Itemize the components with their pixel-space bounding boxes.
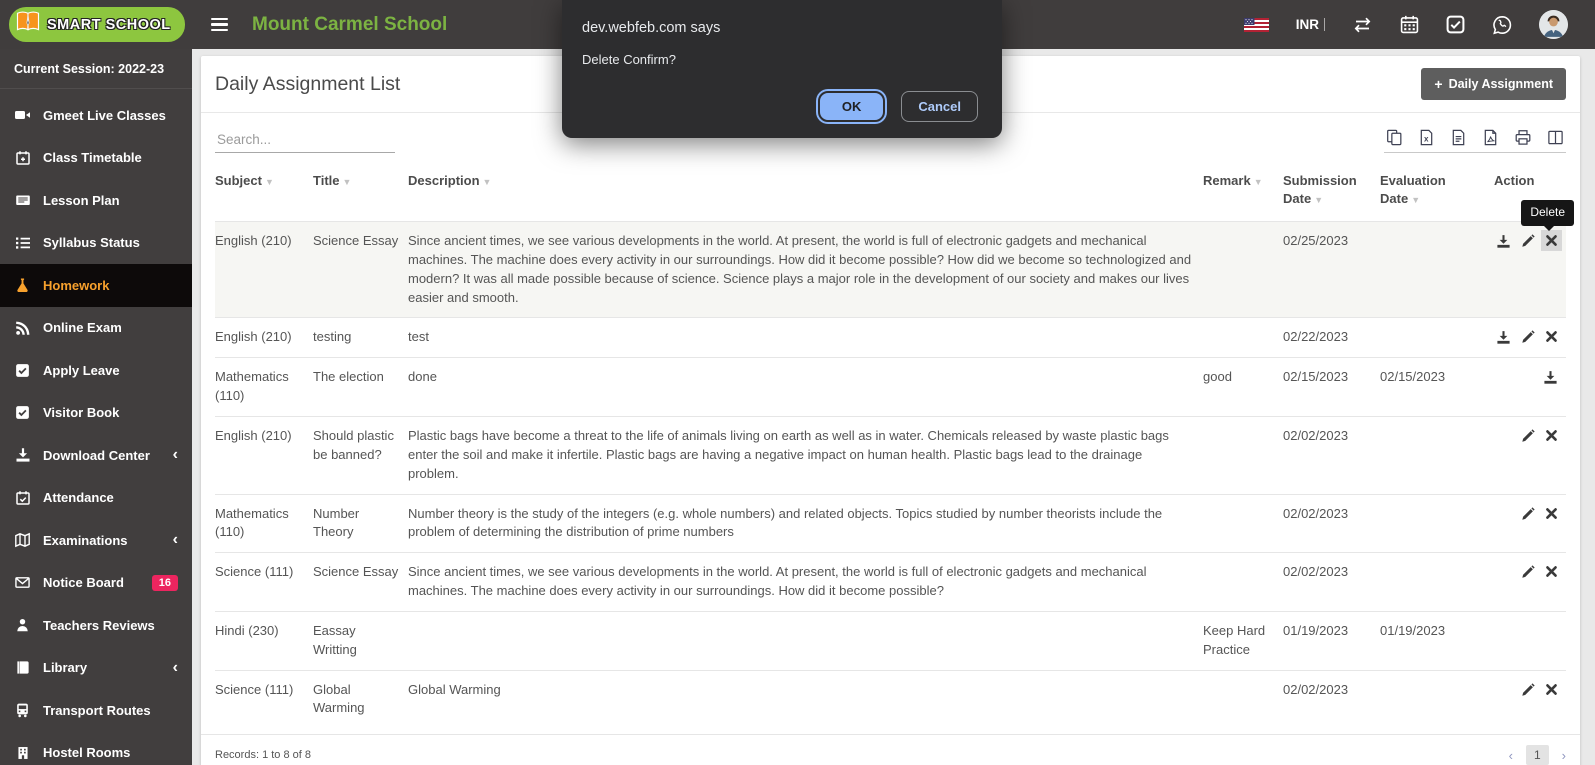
cell-evaluation-date: 01/19/2023: [1380, 622, 1446, 638]
card-footer: [201, 734, 1580, 765]
column-header-title[interactable]: Title ▼: [313, 173, 352, 188]
sort-arrow-icon: ▼: [342, 177, 352, 187]
logo-text: SMART SCHOOL: [47, 16, 171, 33]
calendar-check-icon: [14, 490, 31, 506]
row-actions: [1494, 427, 1558, 443]
cell-description: test: [408, 329, 429, 345]
cell-evaluation-date: [1380, 417, 1494, 495]
cell-evaluation-date: [1380, 318, 1494, 358]
cell-action: [1494, 417, 1566, 495]
cell-action: [1494, 553, 1566, 612]
notice-count-badge: 16: [152, 575, 178, 591]
cell-evaluation-date: [1380, 553, 1494, 612]
column-header-remark[interactable]: Remark ▼: [1203, 173, 1263, 188]
copy-icon[interactable]: [1386, 129, 1403, 146]
sidebar-item-notice-board[interactable]: [0, 562, 192, 605]
table-row: [215, 318, 1566, 358]
edit-action-icon[interactable]: [1521, 683, 1535, 697]
newspaper-icon: [14, 192, 31, 208]
topbar-right: [1244, 10, 1595, 39]
delete-action-icon[interactable]: [1545, 683, 1558, 696]
school-name-title: Mount Carmel School: [252, 13, 448, 35]
pdf-icon[interactable]: [1482, 129, 1499, 146]
sidebar-item-label: Library: [43, 660, 88, 676]
records-summary: Records: 1 to 8 of 8: [215, 749, 311, 762]
page-title: Daily Assignment List: [215, 72, 401, 95]
currency-selector[interactable]: [1296, 17, 1325, 32]
delete-tooltip: Delete: [1521, 200, 1574, 226]
row-actions: [1494, 622, 1558, 624]
assignments-table: [215, 166, 1566, 728]
whatsapp-icon[interactable]: [1492, 15, 1512, 35]
add-daily-assignment-button[interactable]: [1421, 68, 1566, 100]
exchange-icon[interactable]: [1352, 17, 1373, 33]
export-toolbar: [1384, 129, 1566, 153]
cell-remark: [1203, 222, 1283, 318]
row-actions: [1494, 204, 1565, 249]
cell-description: Global Warming: [408, 681, 501, 697]
chevron-left-icon: ‹: [172, 446, 178, 464]
dialog-buttons: [582, 91, 982, 122]
download-icon: [14, 447, 31, 463]
menu-toggle-icon[interactable]: [211, 18, 228, 32]
cell-action: [1494, 670, 1566, 728]
sidebar-item-label: Visitor Book: [43, 405, 120, 421]
delete-action-icon[interactable]: [1545, 507, 1558, 520]
sidebar-item-download-center[interactable]: [0, 434, 192, 477]
video-icon: [14, 107, 31, 123]
cell-remark: [1203, 494, 1283, 553]
cell-title: Global Warming: [313, 681, 365, 716]
prev-page-button[interactable]: ‹: [1508, 747, 1513, 763]
sidebar-item-label: Syllabus Status: [43, 235, 140, 251]
sidebar-item-examinations[interactable]: [0, 519, 192, 562]
column-header-description[interactable]: Description ▼: [408, 173, 492, 188]
csv-icon[interactable]: [1450, 129, 1467, 146]
edit-action-icon[interactable]: [1521, 429, 1535, 443]
cell-subject: Science (111): [215, 564, 294, 580]
sort-arrow-icon: ▼: [1314, 194, 1324, 205]
table-row: [215, 611, 1566, 670]
sidebar-item-homework[interactable]: [0, 264, 192, 307]
cell-remark: [1203, 417, 1283, 495]
cell-remark: [1203, 670, 1283, 728]
edit-action-icon[interactable]: [1521, 565, 1535, 579]
cell-subject: Hindi (230): [215, 622, 279, 638]
sidebar-item-attendance[interactable]: [0, 477, 192, 520]
logo-area[interactable]: [0, 7, 192, 42]
sidebar-item-label: Notice Board: [43, 575, 124, 591]
cell-submission-date: 02/02/2023: [1283, 428, 1349, 443]
cell-action: [1494, 494, 1566, 553]
cell-description: [408, 611, 1203, 670]
cell-submission-date: 01/19/2023: [1283, 622, 1349, 638]
sidebar-item-label: Attendance: [43, 490, 114, 506]
chevron-left-icon: ‹: [172, 658, 178, 676]
download-action-icon[interactable]: [1496, 330, 1511, 345]
cell-subject: Science (111): [215, 681, 294, 697]
bus-icon: [14, 702, 31, 718]
cell-subject: Mathematics (110): [215, 505, 289, 540]
cell-description: Number theory is the study of the integers (e.g. whole numbers) and related objects. Topics studied by number theorists include the problem of determining the distribution of prime numbers: [408, 505, 1163, 540]
check-square-icon: [14, 363, 31, 378]
cell-remark: good: [1203, 369, 1232, 385]
row-actions: [1494, 368, 1558, 385]
sidebar-item-label: Hostel Rooms: [43, 745, 131, 761]
sidebar-item-apply-leave[interactable]: [0, 349, 192, 392]
sidebar-item-hostel-rooms[interactable]: [0, 732, 192, 765]
sidebar-item-label: Class Timetable: [43, 150, 142, 166]
table-row: [215, 494, 1566, 553]
cell-subject: English (210): [215, 233, 292, 249]
sidebar-item-gmeet-live-classes[interactable]: [0, 94, 192, 137]
column-header-subject[interactable]: Subject ▼: [215, 173, 274, 188]
delete-action-icon[interactable]: [1545, 429, 1558, 442]
sidebar-item-label: Online Exam: [43, 320, 122, 336]
cell-action: [1494, 611, 1566, 670]
row-actions: [1494, 328, 1558, 345]
edit-action-icon[interactable]: [1521, 507, 1535, 521]
sort-arrow-icon: ▼: [1411, 194, 1421, 205]
main-content: [192, 49, 1595, 765]
download-action-icon[interactable]: [1496, 234, 1511, 249]
delete-action-icon[interactable]: [1545, 565, 1558, 578]
list-icon: [14, 235, 31, 251]
sidebar-item-label: Transport Routes: [43, 702, 151, 718]
table-row: [215, 417, 1566, 495]
cell-remark: [1203, 553, 1283, 612]
cell-evaluation-date: [1380, 494, 1494, 553]
column-header-evaluation-date[interactable]: Evaluation Date ▼: [1380, 173, 1446, 206]
cell-action: [1494, 318, 1566, 358]
sidebar-item-lesson-plan[interactable]: [0, 179, 192, 222]
cell-subject: English (210): [215, 428, 292, 443]
sidebar-item-class-timetable[interactable]: [0, 137, 192, 180]
cell-evaluation-date: [1380, 670, 1494, 728]
dialog-origin-title: dev.webfeb.com says: [582, 20, 721, 36]
building-icon: [14, 745, 31, 761]
row-actions: [1494, 681, 1558, 697]
svg-text:x: x: [1423, 134, 1429, 144]
book-pen-logo-icon: [14, 8, 42, 41]
smart-school-logo: [9, 7, 185, 42]
task-check-icon[interactable]: [1446, 15, 1465, 34]
column-header-action: Action: [1494, 173, 1535, 188]
next-page-button[interactable]: ›: [1561, 747, 1566, 763]
sidebar-item-syllabus-status[interactable]: [0, 222, 192, 265]
delete-action-icon[interactable]: [1545, 330, 1558, 343]
cell-action: [1494, 204, 1566, 318]
cell-title: Should plastic be banned?: [313, 428, 394, 462]
sidebar-item-visitor-book[interactable]: [0, 392, 192, 435]
sidebar-item-label: Lesson Plan: [43, 192, 120, 208]
map-icon: [14, 532, 31, 548]
cell-submission-date: 02/25/2023: [1283, 233, 1349, 249]
cell-title: Eassay Writting: [313, 622, 357, 657]
sidebar: [0, 49, 192, 765]
daily-assignment-card: [201, 56, 1580, 765]
cell-evaluation-date: 02/15/2023: [1380, 369, 1446, 385]
cell-submission-date: 02/22/2023: [1283, 329, 1349, 345]
calendar-icon[interactable]: [1400, 15, 1419, 34]
print-icon[interactable]: [1514, 129, 1532, 146]
person-icon: [14, 617, 31, 633]
download-action-icon[interactable]: [1543, 370, 1558, 385]
envelope-icon: [14, 575, 31, 590]
cell-description: Plastic bags have become a threat to the life of animals living on earth as well as in water. Chemicals released by waste plastic bags enter the soil and make it infertile. Plastic bags are having a negative impact on human health. Plastic bags lead to the drainage problem.: [408, 428, 1169, 481]
excel-icon[interactable]: [1418, 129, 1435, 146]
language-flag-icon[interactable]: [1244, 18, 1269, 32]
sidebar-item-label: Examinations: [43, 532, 128, 548]
flask-icon: [14, 277, 31, 293]
add-button-label: Daily Assignment: [1448, 77, 1553, 91]
sidebar-item-library[interactable]: [0, 647, 192, 690]
sidebar-item-online-exam[interactable]: [0, 307, 192, 350]
calendar-plus-icon: [14, 150, 31, 166]
cell-submission-date: 02/02/2023: [1283, 505, 1349, 521]
cell-remark: Keep Hard Practice: [1203, 622, 1266, 657]
current-session-label: Current Session: 2022-23: [0, 49, 192, 89]
row-actions: [1494, 505, 1558, 521]
edit-action-icon[interactable]: [1521, 330, 1535, 344]
currency-divider: [1324, 18, 1325, 31]
rss-icon: [14, 320, 31, 336]
cell-title: Science Essay: [313, 233, 399, 249]
chevron-left-icon: ‹: [172, 531, 178, 549]
columns-icon[interactable]: [1547, 129, 1564, 146]
currency-label: INR: [1295, 17, 1319, 32]
dialog-cancel-button[interactable]: Cancel: [901, 91, 978, 122]
search-input[interactable]: [215, 128, 395, 153]
sort-arrow-icon: ▼: [482, 177, 492, 187]
sidebar-item-label: Gmeet Live Classes: [43, 107, 166, 123]
cell-action: [1494, 358, 1566, 417]
cell-subject: Mathematics (110): [215, 369, 289, 404]
cell-submission-date: 02/02/2023: [1283, 564, 1349, 580]
cell-title: testing: [313, 329, 352, 345]
table-row: [215, 553, 1566, 612]
cell-remark: [1203, 318, 1283, 358]
cell-evaluation-date: [1380, 222, 1494, 318]
sidebar-item-label: Apply Leave: [43, 362, 120, 378]
sidebar-item-label: Homework: [43, 277, 110, 293]
cell-title: Number Theory: [313, 505, 360, 540]
row-actions: [1494, 563, 1558, 579]
browser-confirm-dialog: [562, 0, 1002, 138]
table-row: [215, 670, 1566, 728]
cell-subject: English (210): [215, 329, 292, 345]
cell-title: Science Essay: [313, 564, 399, 580]
table-row: [215, 222, 1566, 318]
sidebar-item-label: Download Center: [43, 447, 150, 463]
sidebar-item-transport-routes[interactable]: [0, 689, 192, 732]
check-square-icon: [14, 405, 31, 420]
page-number-button[interactable]: 1: [1526, 745, 1549, 765]
cell-title: The election: [313, 369, 384, 385]
cell-description: Since ancient times, we see various developments in the world. At present, the world is full of electronic gadgets and mechanical machines. The machine does every activity in our surroundings. How did it become possible?: [408, 564, 1147, 599]
plus-icon: +: [1434, 76, 1443, 92]
sort-arrow-icon: ▼: [264, 177, 274, 187]
cell-submission-date: 02/02/2023: [1283, 681, 1349, 697]
sidebar-item-label: Teachers Reviews: [43, 617, 155, 633]
edit-action-icon[interactable]: [1521, 234, 1535, 248]
book-icon: [14, 660, 31, 675]
table-row: [215, 358, 1566, 417]
column-header-submission-date[interactable]: Submission Date ▼: [1283, 173, 1357, 206]
sidebar-item-teachers-reviews[interactable]: [0, 604, 192, 647]
sidebar-nav: [0, 94, 192, 765]
cell-description: done: [408, 369, 437, 385]
cell-submission-date: 02/15/2023: [1283, 369, 1349, 385]
cell-description: Since ancient times, we see various developments in the world. At present, the world is full of electronic gadgets and mechanical machines. The machine does every activity in our surroundings. How did it become possible? How did we become so technologized and modern? It was all made possible because of science. Science plays a major role in the development of our society and makes our lives easier and smooth.: [408, 233, 1192, 305]
pagination: [1509, 745, 1566, 765]
sort-arrow-icon: ▼: [1253, 177, 1263, 187]
dialog-ok-button[interactable]: OK: [818, 91, 886, 122]
user-avatar[interactable]: [1539, 10, 1568, 39]
dialog-message: Delete Confirm?: [582, 52, 676, 67]
